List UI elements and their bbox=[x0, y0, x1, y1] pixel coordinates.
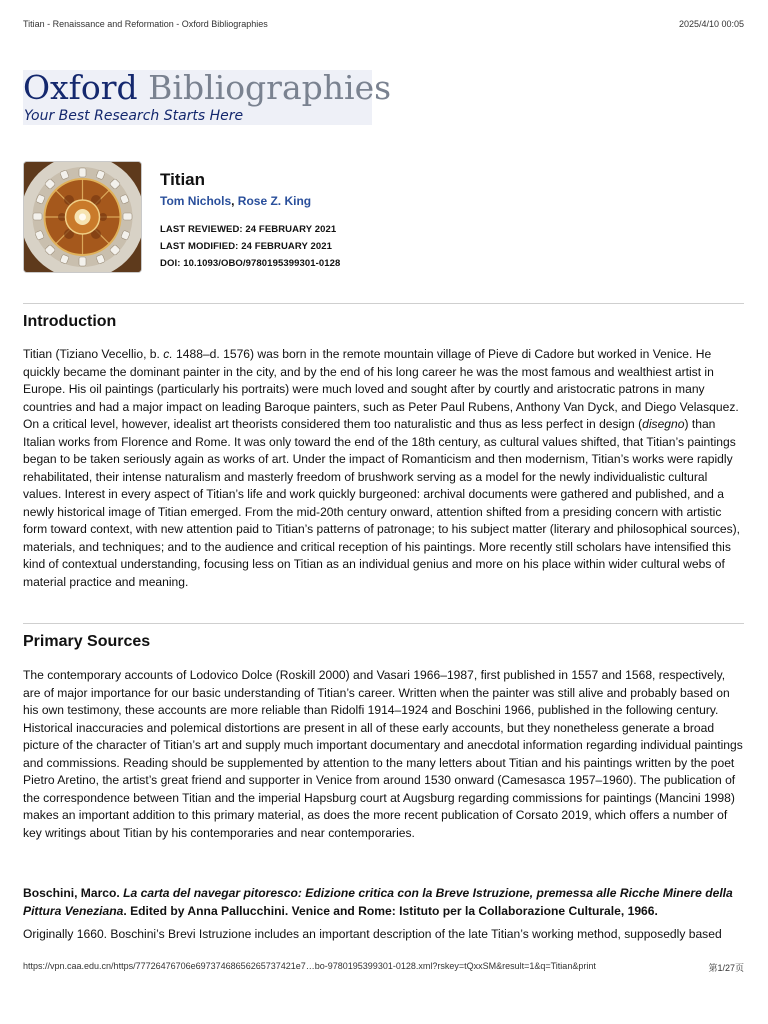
logo-wordmark bbox=[23, 70, 391, 106]
citation-boschini[interactable] bbox=[23, 885, 745, 920]
intro-text-1: Titian (Tiziano Vecellio, b. bbox=[23, 347, 164, 361]
print-datetime: 2025/4/10 00:05 bbox=[678, 19, 744, 29]
intro-text-circa: c. bbox=[163, 347, 173, 361]
print-page-title: Titian - Renaissance and Reformation - Oxford Bibliographies bbox=[23, 19, 268, 29]
print-header bbox=[23, 19, 744, 29]
intro-text-3: ) than Italian works from Florence and Rome. It was only toward the end of the 18th century, as cultural values shifted, that Titian’s paintings began to be taken seriously again as works of art. Under the impact of Romanticism and then modernism, Titian’s works were rapidly rehabilitated, their intense naturalism and masterly freedom of brushwork serving as a model for the newly individualistic cultural values. Interest in every aspect of Titian’s life and work quickly burgeoned: archival documents were gathered and published, and a newly historical image of Titian emerged. From the mid-20th century onward, attention shifted from a presiding concern with artistic form toward context, with new attention paid to Titian’s patterns of patronage; to his subject matter (literary and philosophical sources), materials, and techniques; and to the audience and critical reception of his paintings. More recently still scholars have intensified this kind of contextual understanding, focusing less on Titian as an individual genius and more on his place within wider cultural webs of material practice and meaning. bbox=[23, 417, 741, 589]
oxford-bibliographies-logo[interactable] bbox=[23, 68, 392, 125]
print-page-number: 第1/27页 bbox=[708, 963, 744, 973]
primary-sources-heading: Primary Sources bbox=[23, 633, 151, 650]
logo-bibliographies-text: Bibliographies bbox=[148, 68, 392, 107]
section-divider bbox=[23, 623, 744, 624]
entry-title: Titian bbox=[160, 170, 206, 189]
author-link-tom-nichols[interactable]: Tom Nichols bbox=[160, 194, 232, 208]
dome-ceiling-illustration bbox=[24, 162, 141, 272]
author-link-rose-king[interactable]: Rose Z. King bbox=[237, 194, 312, 208]
citation-annotation: Originally 1660. Boschini’s Brevi Istruzione includes an important description of the late Titian’s working method, supposedly based bbox=[23, 927, 722, 941]
intro-text-2: 1488–d. 1576) was born in the remote mountain village of Pieve di Cadore but worked in Venice. He quickly became the dominant painter in the city, and by the end of his long career he was the most famous and wealthiest artist in Europe. His oil paintings (particularly his portraits) were much loved and sought after by courtly and aristocratic patrons in many countries and had a major impact on leading Baroque painters, such as Peter Paul Rubens, Anthony Van Dyck, and Diego Velasquez. On a critical level, however, idealist art theorists considered them too naturalistic and thus as less perfect in design ( bbox=[23, 347, 739, 431]
citation-author: Boschini, Marco. bbox=[23, 886, 124, 900]
print-url: https://vpn.caa.edu.cn/https/77726476706e69737468656265737421e7…bo-9780195399301-0128.xml?rskey=tQxxSM&result=1&q=Titian&print bbox=[23, 961, 596, 971]
intro-text-disegno: disegno bbox=[642, 417, 685, 431]
last-modified: LAST MODIFIED: 24 FEBRUARY 2021 bbox=[160, 241, 333, 252]
cover-image-dome bbox=[23, 161, 142, 273]
primary-sources-paragraph: The contemporary accounts of Lodovico Dolce (Roskill 2000) and Vasari 1966–1987, first published in 1557 and 1568, respectively, are of major importance for our basic understanding of Titian’s career. Written when the painter was still alive and probably based on his own testimony, these accounts are more reliable than Ridolfi 1914–1924 and Boschini 1966, published in the following century. Historical inaccuracies and polemical distortions are present in all of these early accounts, but they nonetheless generate a broad picture of the character of Titian’s art and supply much important documentary and anecdotal information regarding individual paintings and commissions. Reading should be supplemented by attention to the many letters about Titian and his paintings written by the poet Pietro Aretino, the artist’s great friend and supporter in Venice from around 1530 onward (Camesasca 1957–1960). The publication of the correspondence between Titian and the imperial Hapsburg court at Augsburg regarding commissions for paintings (Mancini 1998) makes an important addition to this primary material, as does the more recent publication of Corsato 2019, which offers a number of key writings about Titian by his contemporaries and near contemporaries. bbox=[23, 668, 743, 840]
introduction-heading: Introduction bbox=[23, 313, 117, 330]
author-list bbox=[160, 194, 311, 208]
citation-title: La carta del navegar pitoresco: Edizione critica con la Breve Istruzione, premessa alle Ricche Minere della Pittura Veneziana bbox=[23, 886, 733, 918]
citation-publication: . Edited by Anna Pallucchini. Venice and Rome: Istituto per la Collaborazione Culturale, 1966. bbox=[123, 903, 658, 918]
print-footer bbox=[23, 961, 744, 974]
last-reviewed: LAST REVIEWED: 24 FEBRUARY 2021 bbox=[160, 224, 337, 235]
author-separator: , bbox=[231, 194, 238, 208]
logo-tagline: Your Best Research Starts Here bbox=[24, 108, 244, 124]
logo-oxford-text: Oxford bbox=[23, 68, 138, 107]
section-divider bbox=[23, 303, 744, 304]
doi: DOI: 10.1093/OBO/9780195399301-0128 bbox=[160, 258, 341, 269]
introduction-paragraph bbox=[23, 346, 745, 591]
